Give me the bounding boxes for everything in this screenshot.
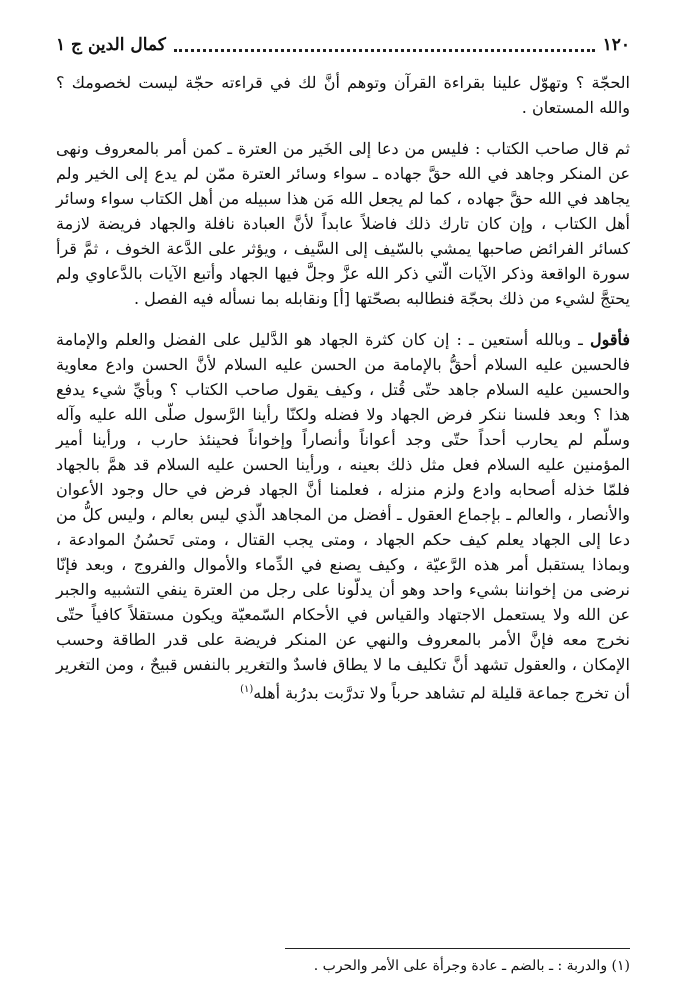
footnote-divider — [285, 948, 630, 949]
page-number: ١٢٠ — [602, 35, 630, 55]
paragraph-3 — [56, 327, 630, 705]
paragraph-3-text: ـ وبالله أستعين ـ : إن كان كثرة الجهاد هو الدَّليل على الفضل والعلم والإمامة فالحسين عليه السلام أحقُّ بالإمامة من الحسن عليه السلام لأنَّ الحسن وادع معاوية والحسين عليه السلام جاهد حتّى قُتل ، وكيف يقول صاحب الكتاب ؟ وبأيِّ شيء يدفع هذا ؟ وبعد فلسنا ننكر فرض الجهاد ولا فضله ولكنّا رأينا الرَّسول صلّى الله عليه وآله وسلّم لم يحارب أحداً حتّى وجد أعواناً وأنصاراً وإخواناً فحينئذ حارب ، ورأينا أمير المؤمنين عليه السلام فعل مثل ذلك بعينه ، ورأينا الحسن عليه السلام قد همَّ بالجهاد فلمّا خذله أصحابه وادع ولزم منزله ، فعلمنا أنَّ الجهاد فرض في حال وجود الأعوان والأنصار ، والعالم ـ بإجماع العقول ـ أفضل من المجاهد الّذي ليس بعالم ، وليس كلُّ من دعا إلى الجهاد يعلم كيف حكم الجهاد ، ومتى يجب القتال ، ومتى تَحسُنُ الموادعة ، وبماذا يستقبل أمر هذه الرَّعيّة ، وكيف يصنع في الدِّماء والأموال والفروج ، وبعد فإنّا نرضى من إخواننا بشيء واحد وهو أن يدلّونا على رجل من العترة ينفي التشبيه والجبر عن الله ولا يستعمل الاجتهاد والقياس في الأحكام السّمعيّة ويكون مستقلاً كافياً حتّى نخرج معه فإنَّ الأمر بالمعروف والنهي عن المنكر فريضة على قدر الطاقة وحسب الإمكان ، والعقول تشهد أنَّ تكليف ما لا يطاق فاسدٌ والتغرير بالنفس قبيحٌ ، ومن التغرير أن تخرج جماعة قليلة لم تشاهد حرباً ولا تدرَّبت بدرُبة أهله — [56, 330, 630, 703]
running-header — [56, 30, 630, 60]
header-dotted-leader — [174, 39, 595, 52]
paragraph-1-text: الحجّة ؟ وتهوّل علينا بقراءة القرآن وتوهم أنَّ لك في قراءته حجّة ليست لخصومك ؟ والله المستعان . — [56, 73, 630, 117]
footnote-text: (١) والدربة : ـ بالضم ـ عادة وجرأة على الأمر والحرب . — [313, 958, 630, 974]
page-body — [56, 70, 630, 705]
paragraph-2-text: ثم قال صاحب الكتاب : فليس من دعا إلى الخَير من العترة ـ كمن أمر بالمعروف ونهى عن المنكر وجاهد في الله حقَّ جهاده ـ سواء وسائر العترة ممّن لم يدع إلى الخير ولم يجاهد في الله حقَّ جهاده ، كما لم يجعل الله مَن هذا سبيله من أهل الكتاب سواء وسائر أهل الكتاب ، وإن كان تارك ذلك فاضلاً عابداً لأنَّ العبادة نافلة والجهاد فريضة لازمة كسائر الفرائض صاحبها يمشي بالسّيف إلى السَّيف ، ويؤثر على الدَّعة الخوف ، ثمَّ قرأ سورة الواقعة وذكر الآيات الّتي ذكر الله عزَّ وجلَّ فيها الجهاد وأتبع الآيات بالدَّعاوي ولم يحتجَّ لشيء من ذلك بحجّة فنطالبه بصحّتها [أ] ونقابله بما نسأله فيه الفصل . — [56, 139, 630, 308]
running-title: كمال الدين ج ١ — [56, 35, 166, 55]
paragraph-3-lead: فأقول — [589, 330, 630, 349]
footnote-reference: (١) — [240, 684, 254, 695]
paragraph-1 — [56, 70, 630, 120]
paragraph-2 — [56, 136, 630, 311]
footnote — [56, 955, 630, 977]
